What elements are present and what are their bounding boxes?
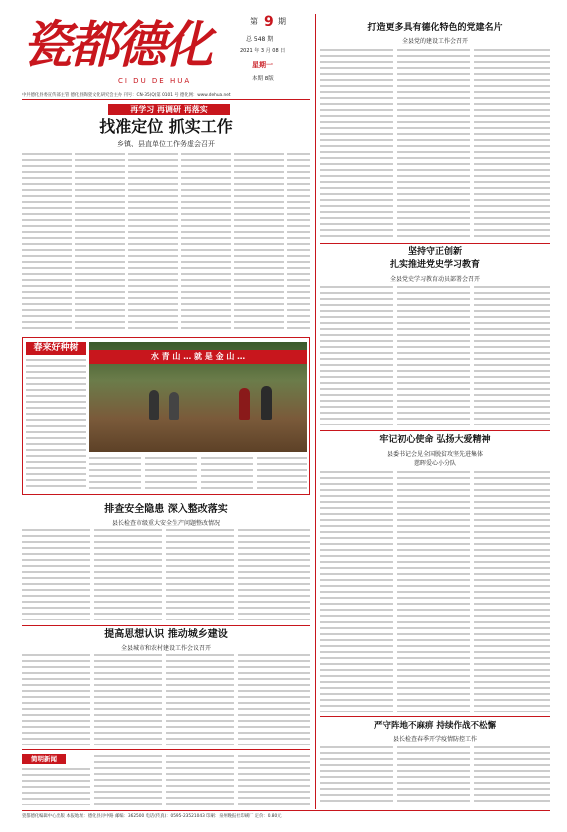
mid-left-col-4 [238,528,310,620]
feature-photo [89,342,307,452]
feature-text-3 [145,456,197,490]
mid-left-col-2 [94,528,162,620]
low-left-headline: 提高思想认识 推动城乡建设 [104,629,228,640]
right-top-headline: 打造更多具有德化特色的党建名片 [367,23,503,33]
right-bottom-col-2 [397,745,470,805]
right-mid-headline-2: 扎实推进党史学习教育 [389,260,480,270]
lead-column-3 [128,152,178,330]
masthead-rule [22,99,310,100]
feature-title: 春来好种树 [26,342,86,355]
low-left-subhead: 全县城市和农村建设工作会议召开 [120,645,211,652]
right-mid-subhead: 全县党史学习教育动员部署会召开 [389,276,480,283]
issue-label: 第 [250,17,258,26]
right-low-subhead-1: 县委书记会见全国脱贫攻坚先进集体 [386,451,483,458]
mid-left-rule [22,625,310,626]
lead-subhead: 乡镇、县直单位工作务虚会召开 [117,140,215,148]
brief-col-1 [22,767,90,805]
right-low-subhead-2: 慈晖爱心小分队 [413,460,456,467]
lead-headline: 找准定位 抓实工作 [99,117,233,136]
right-bottom-subhead: 县长检查春季开学疫情防控工作 [392,736,477,743]
right-bottom-headline: 严守阵地不麻痹 持续作战不松懈 [374,721,496,731]
brief-col-2 [94,754,162,805]
mid-left-headline: 排查安全隐患 深入整改落实 [104,504,228,515]
right-low-col-3 [474,470,550,712]
feature-text-4 [201,456,253,490]
issue-weekday: 星期一 [252,61,273,69]
feature-box [22,337,310,495]
right-low-headline: 牢记初心使命 弘扬大爱精神 [379,435,491,445]
low-left-col-2 [94,653,162,745]
issue-number: 9 [264,14,274,30]
brief-box [22,749,310,806]
mid-left-col-3 [166,528,234,620]
page-divider [315,14,316,809]
feature-text-2 [89,456,141,490]
footer-rule [22,810,550,811]
total-issue: 总 548 期 [246,36,274,43]
photo-person-3 [239,388,250,420]
right-low-rule [320,716,550,717]
right-top-rule [320,243,550,244]
right-bottom-col-3 [474,745,550,805]
right-mid-col-1 [320,285,393,425]
issue-box [240,14,300,90]
right-low-col-1 [320,470,393,712]
right-top-col-3 [474,48,550,238]
right-mid-col-3 [474,285,550,425]
mid-left-col-1 [22,528,90,620]
issue-pages: 本期 8版 [252,76,274,82]
right-mid-col-2 [397,285,470,425]
right-top-col-1 [320,48,393,238]
lead-column-2 [75,152,125,330]
low-left-col-3 [166,653,234,745]
right-low-col-2 [397,470,470,712]
right-top-subhead: 全县党的建设工作会召开 [401,38,468,45]
photo-person-4 [261,386,272,420]
publisher-line: 中共德化县委宣传部主管 德化县陶瓷文化研究会主办 刊号：CN-35(Q)第 0101 号 德化网：www.dehua.net [22,93,231,98]
mid-left-subhead: 县长检查市级重大安全生产问题整改情况 [111,520,220,527]
lead-column-4 [181,152,231,330]
photo-person-1 [149,390,159,420]
masthead-logo: 瓷都德化 [22,15,210,74]
brief-col-3 [166,754,234,805]
brief-col-4 [238,754,310,805]
issue-date: 2021 年 3 月 08 日 [240,48,286,54]
lead-column-5 [234,152,284,330]
photo-banner: 水 青 山 … 就 是 金 山 … [89,350,307,364]
feature-text-5 [257,456,307,490]
lead-column-6 [287,152,310,330]
feature-text-1 [26,358,86,490]
right-mid-rule [320,430,550,431]
lead-kicker: 再学习 再调研 再落实 [108,104,230,115]
right-top-col-2 [397,48,470,238]
lead-column-1 [22,152,72,330]
low-left-col-4 [238,653,310,745]
brief-title: 简明新闻 [22,754,66,764]
masthead-pinyin: CI DU DE HUA [118,77,192,85]
right-bottom-col-1 [320,745,393,805]
photo-person-2 [169,392,179,420]
right-mid-headline-1: 坚持守正创新 [407,247,462,257]
issue-unit: 期 [278,17,286,26]
footer-text: 瓷都德化编辑中心出版 本报地址：德化县浔中路 邮编：362500 电话(传真)：0595-23521043 印刷：泉州晚报社印刷厂 定价：0.80元 [22,814,282,819]
low-left-col-1 [22,653,90,745]
